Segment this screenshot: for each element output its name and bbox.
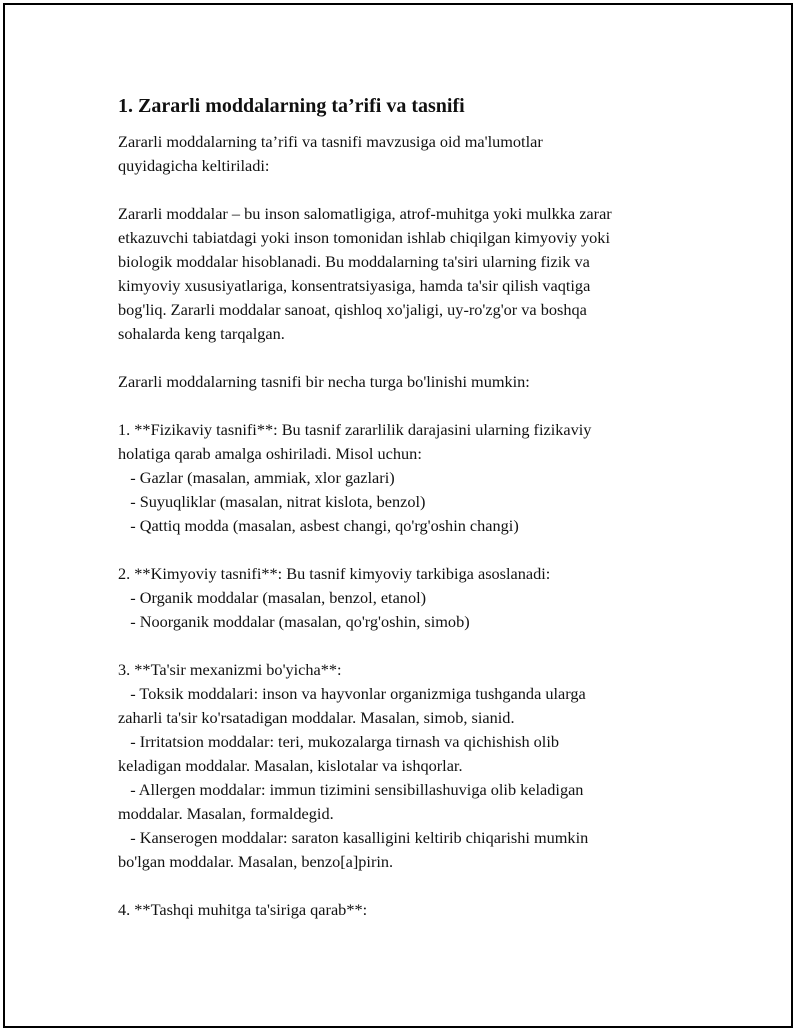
document-body (118, 92, 708, 922)
list-item: - Organik moddalar (masalan, benzol, etanol) (118, 588, 427, 607)
text-line: 1. **Fizikaviy tasnifi**: Bu tasnif zararlilik darajasini ularning fizikaviy (118, 420, 592, 439)
paragraph-gap (118, 874, 708, 898)
text-line: 2. **Kimyoviy tasnifi**: Bu tasnif kimyoviy tarkibiga asoslanadi: (118, 564, 551, 583)
text-line: kimyoviy xususiyatlariga, konsentratsiyasiga, hamda ta'sir qilish vaqtiga (118, 276, 591, 295)
text-line: etkazuvchi tabiatdagi yoki inson tomonidan ishlab chiqilgan kimyoviy yoki (118, 228, 610, 247)
list-item: - Irritatsion moddalar: teri, mukozalarga tirnash va qichishish olib (118, 732, 559, 751)
list-item: - Toksik moddalari: inson va hayvonlar organizmiga tushganda ularga (118, 684, 586, 703)
text-line: moddalar. Masalan, formaldegid. (118, 804, 334, 823)
text-line: biologik moddalar hisoblanadi. Bu moddalarning ta'siri ularning fizik va (118, 252, 590, 271)
paragraph-gap (118, 634, 708, 658)
text-line: sohalarda keng tarqalgan. (118, 324, 285, 343)
text-line: zaharli ta'sir ko'rsatadigan moddalar. Masalan, simob, sianid. (118, 708, 515, 727)
list-item: - Qattiq modda (masalan, asbest changi, qo'rg'oshin changi) (118, 516, 519, 535)
list-section-physical (118, 418, 708, 538)
text-line: Zararli moddalarning ta’rifi va tasnifi mavzusiga oid ma'lumotlar (118, 132, 543, 151)
text-line: bog'liq. Zararli moddalar sanoat, qishloq xo'jaligi, uy-ro'zg'or va boshqa (118, 300, 587, 319)
list-section-environment (118, 898, 708, 922)
text-line: bo'lgan moddalar. Masalan, benzo[a]pirin. (118, 852, 394, 871)
list-item: - Kanserogen moddalar: saraton kasalligini keltirib chiqarishi mumkin (118, 828, 589, 847)
paragraph-gap (118, 178, 708, 202)
list-item: - Noorganik moddalar (masalan, qo'rg'oshin, simob) (118, 612, 470, 631)
text-line: quyidagicha keltiriladi: (118, 156, 270, 175)
list-item: - Suyuqliklar (masalan, nitrat kislota, benzol) (118, 492, 426, 511)
paragraph-definition (118, 202, 708, 346)
paragraph-gap (118, 346, 708, 370)
document-title: 1. Zararli moddalarning ta’rifi va tasnifi (118, 95, 465, 117)
text-line: keladigan moddalar. Masalan, kislotalar va ishqorlar. (118, 756, 463, 775)
text-line: 4. **Tashqi muhitga ta'siriga qarab**: (118, 900, 368, 919)
text-line: Zararli moddalar – bu inson salomatligiga, atrof-muhitga yoki mulkka zarar (118, 204, 612, 223)
list-section-chemical (118, 562, 708, 634)
text-line: holatiga qarab amalga oshiriladi. Misol uchun: (118, 444, 422, 463)
paragraph-gap (118, 394, 708, 418)
list-section-mechanism (118, 658, 708, 874)
paragraph-classification-intro (118, 370, 708, 394)
paragraph-intro (118, 130, 708, 178)
list-item: - Allergen moddalar: immun tizimini sensibillashuviga olib keladigan (118, 780, 584, 799)
text-line: Zararli moddalarning tasnifi bir necha turga bo'linishi mumkin: (118, 372, 530, 391)
list-item: - Gazlar (masalan, ammiak, xlor gazlari) (118, 468, 395, 487)
text-line: 3. **Ta'sir mexanizmi bo'yicha**: (118, 660, 342, 679)
paragraph-gap (118, 538, 708, 562)
